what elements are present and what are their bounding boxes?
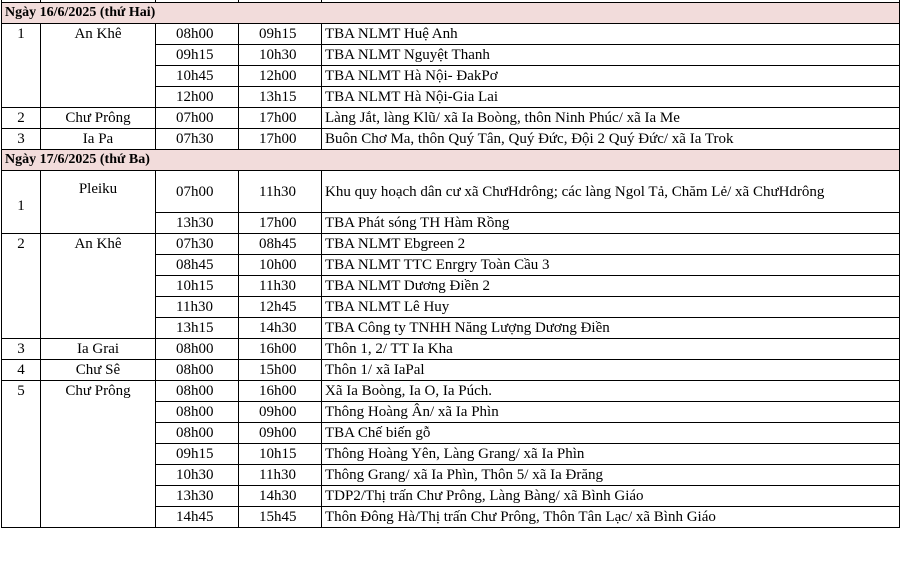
location-cell: TDP2/Thị trấn Chư Prông, Làng Bàng/ xã Bình Giáo (322, 486, 900, 507)
stt-cell: 1 (2, 24, 41, 108)
area-cell: Ia Grai (41, 339, 156, 360)
outage-schedule-table (1, 0, 900, 528)
start-time-cell: 10h30 (156, 465, 239, 486)
start-time-cell: 08h45 (156, 255, 239, 276)
start-time-cell: 08h00 (156, 402, 239, 423)
location-cell: Thông Hoàng Ân/ xã Ia Phìn (322, 402, 900, 423)
stt-cell: 3 (2, 339, 41, 360)
end-time-cell: 11h30 (239, 276, 322, 297)
start-time-cell: 07h30 (156, 129, 239, 150)
stt-cell: 3 (2, 129, 41, 150)
location-cell: TBA Chế biến gỗ (322, 423, 900, 444)
start-time-cell: 08h00 (156, 360, 239, 381)
start-time-cell: 09h15 (156, 45, 239, 66)
end-time-cell: 09h00 (239, 423, 322, 444)
area-cell: Ia Pa (41, 129, 156, 150)
location-cell: Thôn 1/ xã IaPal (322, 360, 900, 381)
location-cell: TBA NLMT Hà Nội-Gia Lai (322, 87, 900, 108)
start-time-cell: 13h30 (156, 213, 239, 234)
end-time-cell: 15h45 (239, 507, 322, 528)
end-time-cell: 10h15 (239, 444, 322, 465)
location-cell: TBA Công ty TNHH Năng Lượng Dương Điền (322, 318, 900, 339)
stt-cell: 2 (2, 108, 41, 129)
day-header: Ngày 17/6/2025 (thứ Ba) (2, 150, 900, 171)
start-time-cell: 12h00 (156, 87, 239, 108)
start-time-cell: 08h00 (156, 381, 239, 402)
table-row (2, 24, 900, 45)
start-time-cell: 08h00 (156, 423, 239, 444)
start-time-cell: 11h30 (156, 297, 239, 318)
location-cell: Thôn Đông Hà/Thị trấn Chư Prông, Thôn Tân Lạc/ xã Bình Giáo (322, 507, 900, 528)
area-cell: Pleiku (41, 171, 156, 234)
end-time-cell: 12h00 (239, 66, 322, 87)
location-cell: Làng Jắt, làng Klũ/ xã Ia Boòng, thôn Ninh Phúc/ xã Ia Me (322, 108, 900, 129)
location-cell: Xã Ia Boòng, Ia O, Ia Púch. (322, 381, 900, 402)
area-cell: Chư Prông (41, 108, 156, 129)
stt-cell: 4 (2, 360, 41, 381)
schedule-body (2, 0, 900, 528)
start-time-cell: 14h45 (156, 507, 239, 528)
end-time-cell: 11h30 (239, 465, 322, 486)
location-cell: TBA NLMT Nguyệt Thanh (322, 45, 900, 66)
location-cell: TBA NLMT Hà Nội- ĐakPơ (322, 66, 900, 87)
location-cell: Thôn 1, 2/ TT Ia Kha (322, 339, 900, 360)
table-row (2, 108, 900, 129)
end-time-cell: 09h00 (239, 402, 322, 423)
day-header-row (2, 150, 900, 171)
table-row (2, 381, 900, 402)
table-row (2, 339, 900, 360)
end-time-cell: 16h00 (239, 381, 322, 402)
location-cell: TBA NLMT TTC Enrgry Toàn Cầu 3 (322, 255, 900, 276)
start-time-cell: 07h00 (156, 171, 239, 213)
end-time-cell: 11h30 (239, 171, 322, 213)
stt-cell: 2 (2, 234, 41, 339)
location-cell: TBA NLMT Dương Điền 2 (322, 276, 900, 297)
location-cell: Thông Grang/ xã Ia Phìn, Thôn 5/ xã Ia Đrăng (322, 465, 900, 486)
area-cell: Chư Prông (41, 381, 156, 528)
end-time-cell: 10h30 (239, 45, 322, 66)
end-time-cell: 17h00 (239, 213, 322, 234)
end-time-cell: 14h30 (239, 486, 322, 507)
end-time-cell: 16h00 (239, 339, 322, 360)
location-cell: TBA NLMT Ebgreen 2 (322, 234, 900, 255)
table-row (2, 129, 900, 150)
start-time-cell: 07h00 (156, 108, 239, 129)
end-time-cell: 14h30 (239, 318, 322, 339)
table-row (2, 234, 900, 255)
stt-cell: 5 (2, 381, 41, 528)
start-time-cell: 10h15 (156, 276, 239, 297)
start-time-cell: 08h00 (156, 339, 239, 360)
end-time-cell: 13h15 (239, 87, 322, 108)
start-time-cell: 10h45 (156, 66, 239, 87)
location-cell: TBA NLMT Huệ Anh (322, 24, 900, 45)
end-time-cell: 17h00 (239, 108, 322, 129)
stt-cell: 1 (2, 171, 41, 234)
start-time-cell: 09h15 (156, 444, 239, 465)
start-time-cell: 13h15 (156, 318, 239, 339)
location-cell: Thông Hoàng Yên, Làng Grang/ xã Ia Phìn (322, 444, 900, 465)
end-time-cell: 15h00 (239, 360, 322, 381)
day-header: Ngày 16/6/2025 (thứ Hai) (2, 3, 900, 24)
area-cell: An Khê (41, 24, 156, 108)
start-time-cell: 08h00 (156, 24, 239, 45)
start-time-cell: 07h30 (156, 234, 239, 255)
start-time-cell: 13h30 (156, 486, 239, 507)
end-time-cell: 10h00 (239, 255, 322, 276)
area-cell: Chư Sê (41, 360, 156, 381)
day-header-row (2, 3, 900, 24)
end-time-cell: 12h45 (239, 297, 322, 318)
location-cell: TBA NLMT Lê Huy (322, 297, 900, 318)
table-row (2, 171, 900, 213)
table-row (2, 360, 900, 381)
end-time-cell: 17h00 (239, 129, 322, 150)
end-time-cell: 08h45 (239, 234, 322, 255)
location-cell: Khu quy hoạch dân cư xã ChưHdrông; các làng Ngol Tả, Chăm Lẻ/ xã ChưHdrông (322, 171, 900, 213)
location-cell: Buôn Chơ Ma, thôn Quý Tân, Quý Đức, Đội 2 Quý Đức/ xã Ia Trok (322, 129, 900, 150)
area-cell: An Khê (41, 234, 156, 339)
location-cell: TBA Phát sóng TH Hàm Rồng (322, 213, 900, 234)
end-time-cell: 09h15 (239, 24, 322, 45)
